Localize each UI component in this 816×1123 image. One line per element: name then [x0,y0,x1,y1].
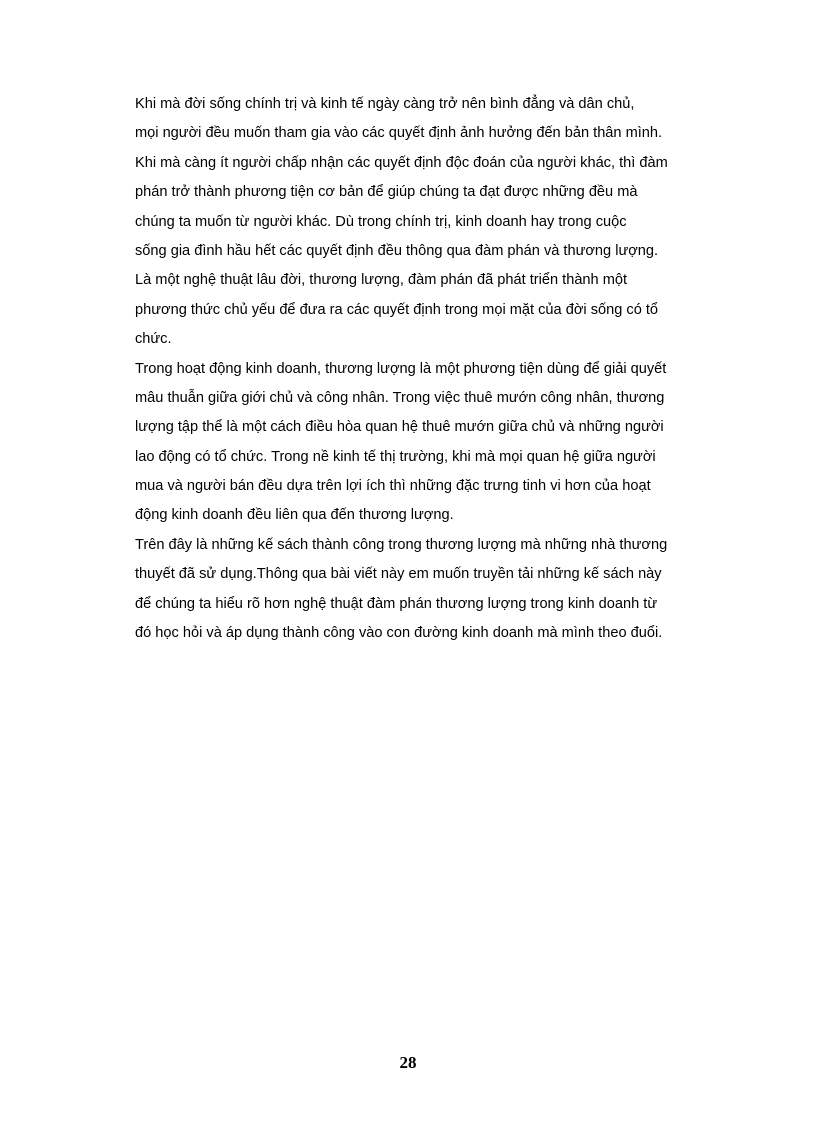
text-line: Là một nghệ thuật lâu đời, thương lượng, đàm phán đã phát triển thành một [135,272,628,289]
text-line: đó học hỏi và áp dụng thành công vào con đường kinh doanh mà mình theo đuổi. [135,625,663,642]
text-line: chức. [135,331,172,348]
text-line: lượng tập thể là một cách điều hòa quan hệ thuê mướn giữa chủ và những người [135,419,664,436]
text-line: để chúng ta hiểu rõ hơn nghệ thuật đàm phán thương lượng trong kinh doanh từ [135,595,658,612]
text-line: chúng ta muốn từ người khác. Dù trong chính trị, kinh doanh hay trong cuộc [135,213,627,230]
text-line: Khi mà đời sống chính trị và kinh tế ngày càng trở nên bình đẳng và dân chủ, [135,96,635,112]
text-line: Khi mà càng ít người chấp nhận các quyết định độc đoán của người khác, thì đàm [135,154,668,171]
text-line: sống gia đình hầu hết các quyết định đều thông qua đàm phán và thương lượng. [135,242,659,259]
text-line: phương thức chủ yếu để đưa ra các quyết định trong mọi mặt của đời sống có tổ [135,301,659,318]
text-line: thuyết đã sử dụng.Thông qua bài viết này em muốn truyền tải những kế sách này [135,566,662,583]
text-line: lao động có tổ chức. Trong nề kinh tế thị trường, khi mà mọi quan hệ giữa người [135,448,656,465]
text-line: Trên đây là những kế sách thành công trong thương lượng mà những nhà thương [135,536,668,553]
text-line: mâu thuẫn giữa giới chủ và công nhân. Trong việc thuê mướn công nhân, thương [135,389,665,406]
page-body [135,90,720,648]
text-line: mua và người bán đều dựa trên lợi ích thì những đặc trưng tinh vi hơn của hoạt [135,478,651,495]
page-number: 28 [399,1053,417,1072]
text-line: mọi người đều muốn tham gia vào các quyết định ảnh hưởng đến bản thân mình. [135,125,663,142]
text-line: Trong hoạt động kinh doanh, thương lượng là một phương tiện dùng để giải quyết [135,360,667,377]
text-line: động kinh doanh đều liên qua đến thương lượng. [135,507,454,524]
text-line: phán trở thành phương tiện cơ bản để giúp chúng ta đạt được những đều mà [135,184,638,201]
